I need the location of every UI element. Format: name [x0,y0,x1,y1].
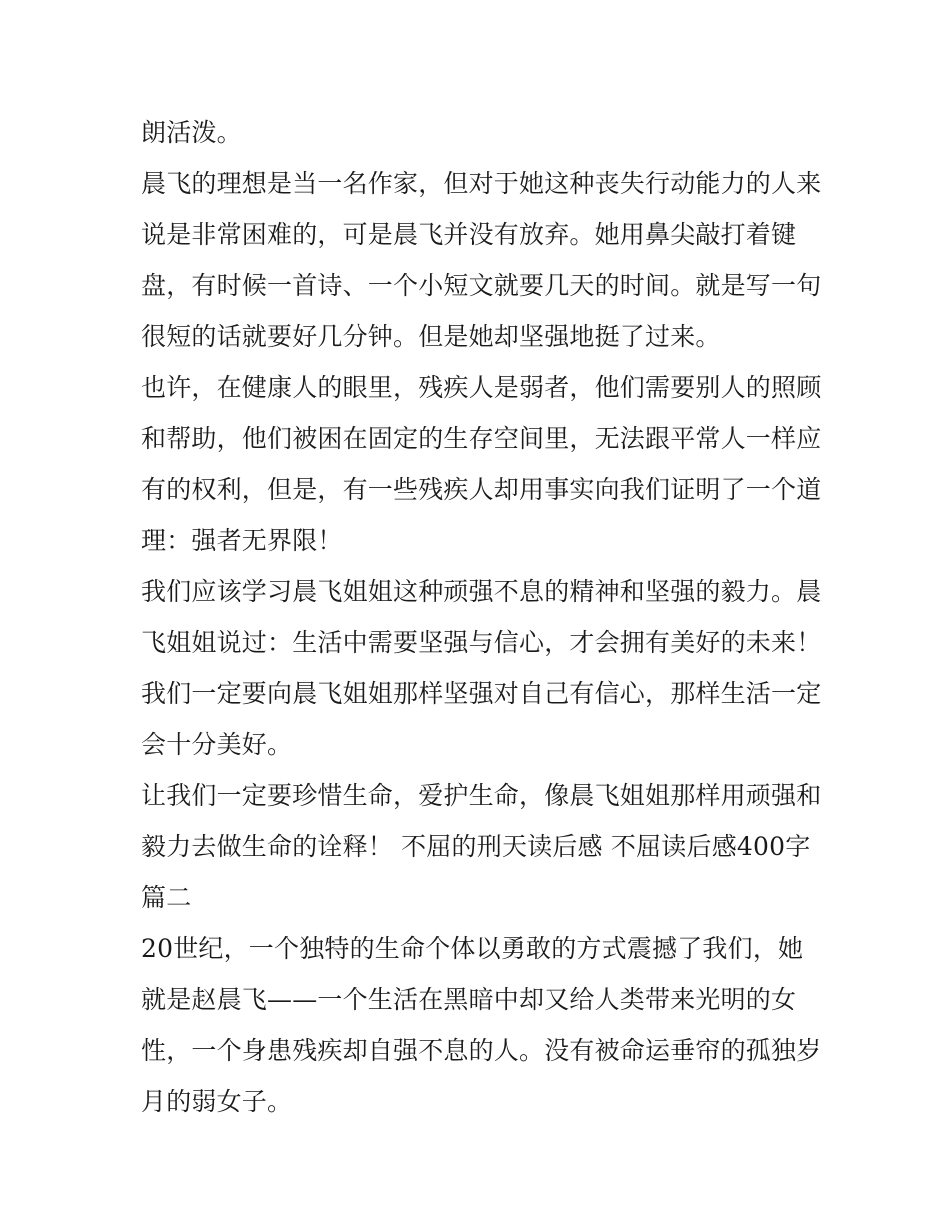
text-line: 月的弱女子。 [141,1087,293,1116]
text-line: 让我们一定要珍惜生命，爱护生命，像晨飞姐姐那样用顽强和 [141,781,822,810]
text-line: 说是非常困难的，可是晨飞并没有放弃。她用鼻尖敲打着键 [141,220,797,249]
text-line: 篇二 [141,883,192,912]
text-line: 性，一个身患残疾却自强不息的人。没有被命运垂帘的孤独岁 [141,1036,822,1065]
text-line: 有的权利，但是，有一些残疾人却用事实向我们证明了一个道 [141,475,822,504]
text-line: 飞姐姐说过：生活中需要坚强与信心，才会拥有美好的未来！ [141,628,822,657]
text-line: 晨飞的理想是当一名作家，但对于她这种丧失行动能力的人来 [141,169,822,198]
text-line: 和帮助，他们被困在固定的生存空间里，无法跟平常人一样应 [141,424,822,453]
text-line: 就是赵晨飞——一个生活在黑暗中却又给人类带来光明的女 [141,985,797,1014]
text-line: 理：强者无界限！ [141,526,343,555]
text-line: 朗活泼。 [141,118,242,147]
text-line: 我们应该学习晨飞姐姐这种顽强不息的精神和坚强的毅力。晨 [141,577,822,606]
document-body [141,107,821,1127]
text-line: 我们一定要向晨飞姐姐那样坚强对自己有信心，那样生活一定 [141,679,822,708]
text-line: 盘，有时候一首诗、一个小短文就要几天的时间。就是写一句 [141,271,822,300]
text-line: 毅力去做生命的诠释！ 不屈的刑天读后感 不屈读后感400字 [141,832,811,861]
text-line: 也许，在健康人的眼里，残疾人是弱者，他们需要别人的照顾 [141,373,822,402]
text-line: 会十分美好。 [141,730,293,759]
text-line: 很短的话就要好几分钟。但是她却坚强地挺了过来。 [141,322,721,351]
text-line: 20世纪，一个独特的生命个体以勇敢的方式震撼了我们，她 [141,934,804,963]
